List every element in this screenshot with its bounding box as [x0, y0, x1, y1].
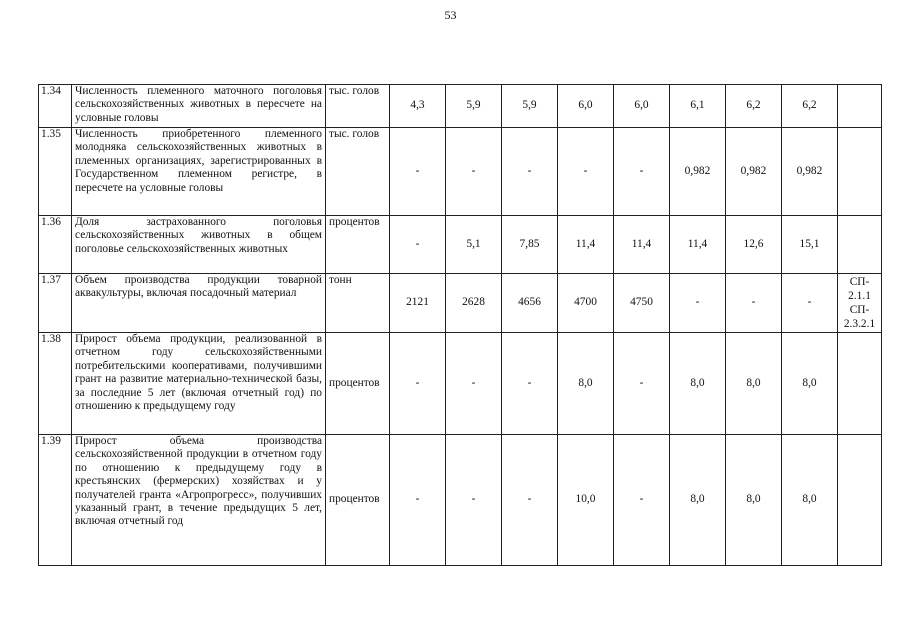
row-number: 1.36	[39, 216, 72, 274]
value-cell: 15,1	[782, 216, 838, 274]
value-cell: -	[670, 274, 726, 333]
row-number: 1.38	[39, 333, 72, 435]
value-cell: 5,9	[502, 85, 558, 128]
value-cell: 0,982	[670, 128, 726, 216]
row-number: 1.35	[39, 128, 72, 216]
value-cell: 5,1	[446, 216, 502, 274]
note-cell: СП- 2.1.1 СП- 2.3.2.1	[838, 274, 882, 333]
unit-cell: тыс. голов	[326, 128, 390, 216]
value-cell: -	[446, 435, 502, 566]
table-row	[39, 435, 882, 566]
row-number: 1.39	[39, 435, 72, 566]
row-number: 1.34	[39, 85, 72, 128]
table-body	[39, 85, 882, 566]
value-cell: 8,0	[782, 435, 838, 566]
value-cell: -	[614, 435, 670, 566]
value-cell: 11,4	[614, 216, 670, 274]
table-row	[39, 333, 882, 435]
table-row	[39, 216, 882, 274]
value-cell: 4700	[558, 274, 614, 333]
unit-cell: тыс. голов	[326, 85, 390, 128]
value-cell: 6,0	[558, 85, 614, 128]
value-cell: -	[390, 333, 446, 435]
value-cell: 10,0	[558, 435, 614, 566]
unit-cell: процентов	[326, 333, 390, 435]
value-cell: -	[446, 333, 502, 435]
value-cell: 0,982	[726, 128, 782, 216]
value-cell: -	[446, 128, 502, 216]
value-cell: 8,0	[670, 333, 726, 435]
value-cell: 12,6	[726, 216, 782, 274]
value-cell: 8,0	[726, 435, 782, 566]
value-cell: 2121	[390, 274, 446, 333]
unit-cell: тонн	[326, 274, 390, 333]
unit-cell: процентов	[326, 435, 390, 566]
value-cell: 2628	[446, 274, 502, 333]
value-cell: 6,0	[614, 85, 670, 128]
value-cell: 4750	[614, 274, 670, 333]
indicator-name: Доля застрахованного поголовья сельскохозяйственных животных в общем поголовье сельскохозяйственных животных	[72, 216, 326, 274]
value-cell: 11,4	[670, 216, 726, 274]
value-cell: -	[782, 274, 838, 333]
value-cell: -	[614, 128, 670, 216]
note-cell	[838, 333, 882, 435]
value-cell: 8,0	[726, 333, 782, 435]
note-cell	[838, 435, 882, 566]
unit-cell: процентов	[326, 216, 390, 274]
value-cell: 6,2	[726, 85, 782, 128]
value-cell: 8,0	[782, 333, 838, 435]
value-cell: 4,3	[390, 85, 446, 128]
value-cell: -	[558, 128, 614, 216]
value-cell: -	[390, 128, 446, 216]
indicator-name: Прирост объема производства сельскохозяйственной продукции в отчетном году по отношению к предыдущему году в крестьянских (фермерских) хозяйствах и у получателей гранта «Агропрогресс», получивших указанный грант, в течение предыдущих 5 лет, включая отчетный год	[72, 435, 326, 566]
indicator-name: Численность приобретенного племенного молодняка сельскохозяйственных животных в племенных организациях, зарегистрированных в Государственном племенном регистре, в пересчете на условные головы	[72, 128, 326, 216]
note-cell	[838, 128, 882, 216]
indicator-name: Прирост объема продукции, реализованной в отчетном году сельскохозяйственными потребительскими кооперативами, получившими грант на развитие материально-технической базы, за последние 5 лет (включая отчетный год) по отношению к предыдущему году	[72, 333, 326, 435]
value-cell: -	[502, 435, 558, 566]
page-number: 53	[444, 8, 457, 22]
note-cell	[838, 85, 882, 128]
value-cell: -	[390, 216, 446, 274]
table-row	[39, 85, 882, 128]
value-cell: -	[502, 128, 558, 216]
value-cell: 7,85	[502, 216, 558, 274]
value-cell: 6,1	[670, 85, 726, 128]
value-cell: -	[726, 274, 782, 333]
value-cell: 0,982	[782, 128, 838, 216]
value-cell: 6,2	[782, 85, 838, 128]
note-cell	[838, 216, 882, 274]
value-cell: 4656	[502, 274, 558, 333]
value-cell: -	[390, 435, 446, 566]
indicator-name: Численность племенного маточного поголовья сельскохозяйственных животных в пересчете на условные головы	[72, 85, 326, 128]
indicator-name: Объем производства продукции товарной аквакультуры, включая посадочный материал	[72, 274, 326, 333]
value-cell: 11,4	[558, 216, 614, 274]
indicators-table	[38, 84, 882, 566]
value-cell: 8,0	[558, 333, 614, 435]
value-cell: 8,0	[670, 435, 726, 566]
value-cell: -	[614, 333, 670, 435]
row-number: 1.37	[39, 274, 72, 333]
value-cell: 5,9	[446, 85, 502, 128]
table-row	[39, 128, 882, 216]
table-row	[39, 274, 882, 333]
value-cell: -	[502, 333, 558, 435]
